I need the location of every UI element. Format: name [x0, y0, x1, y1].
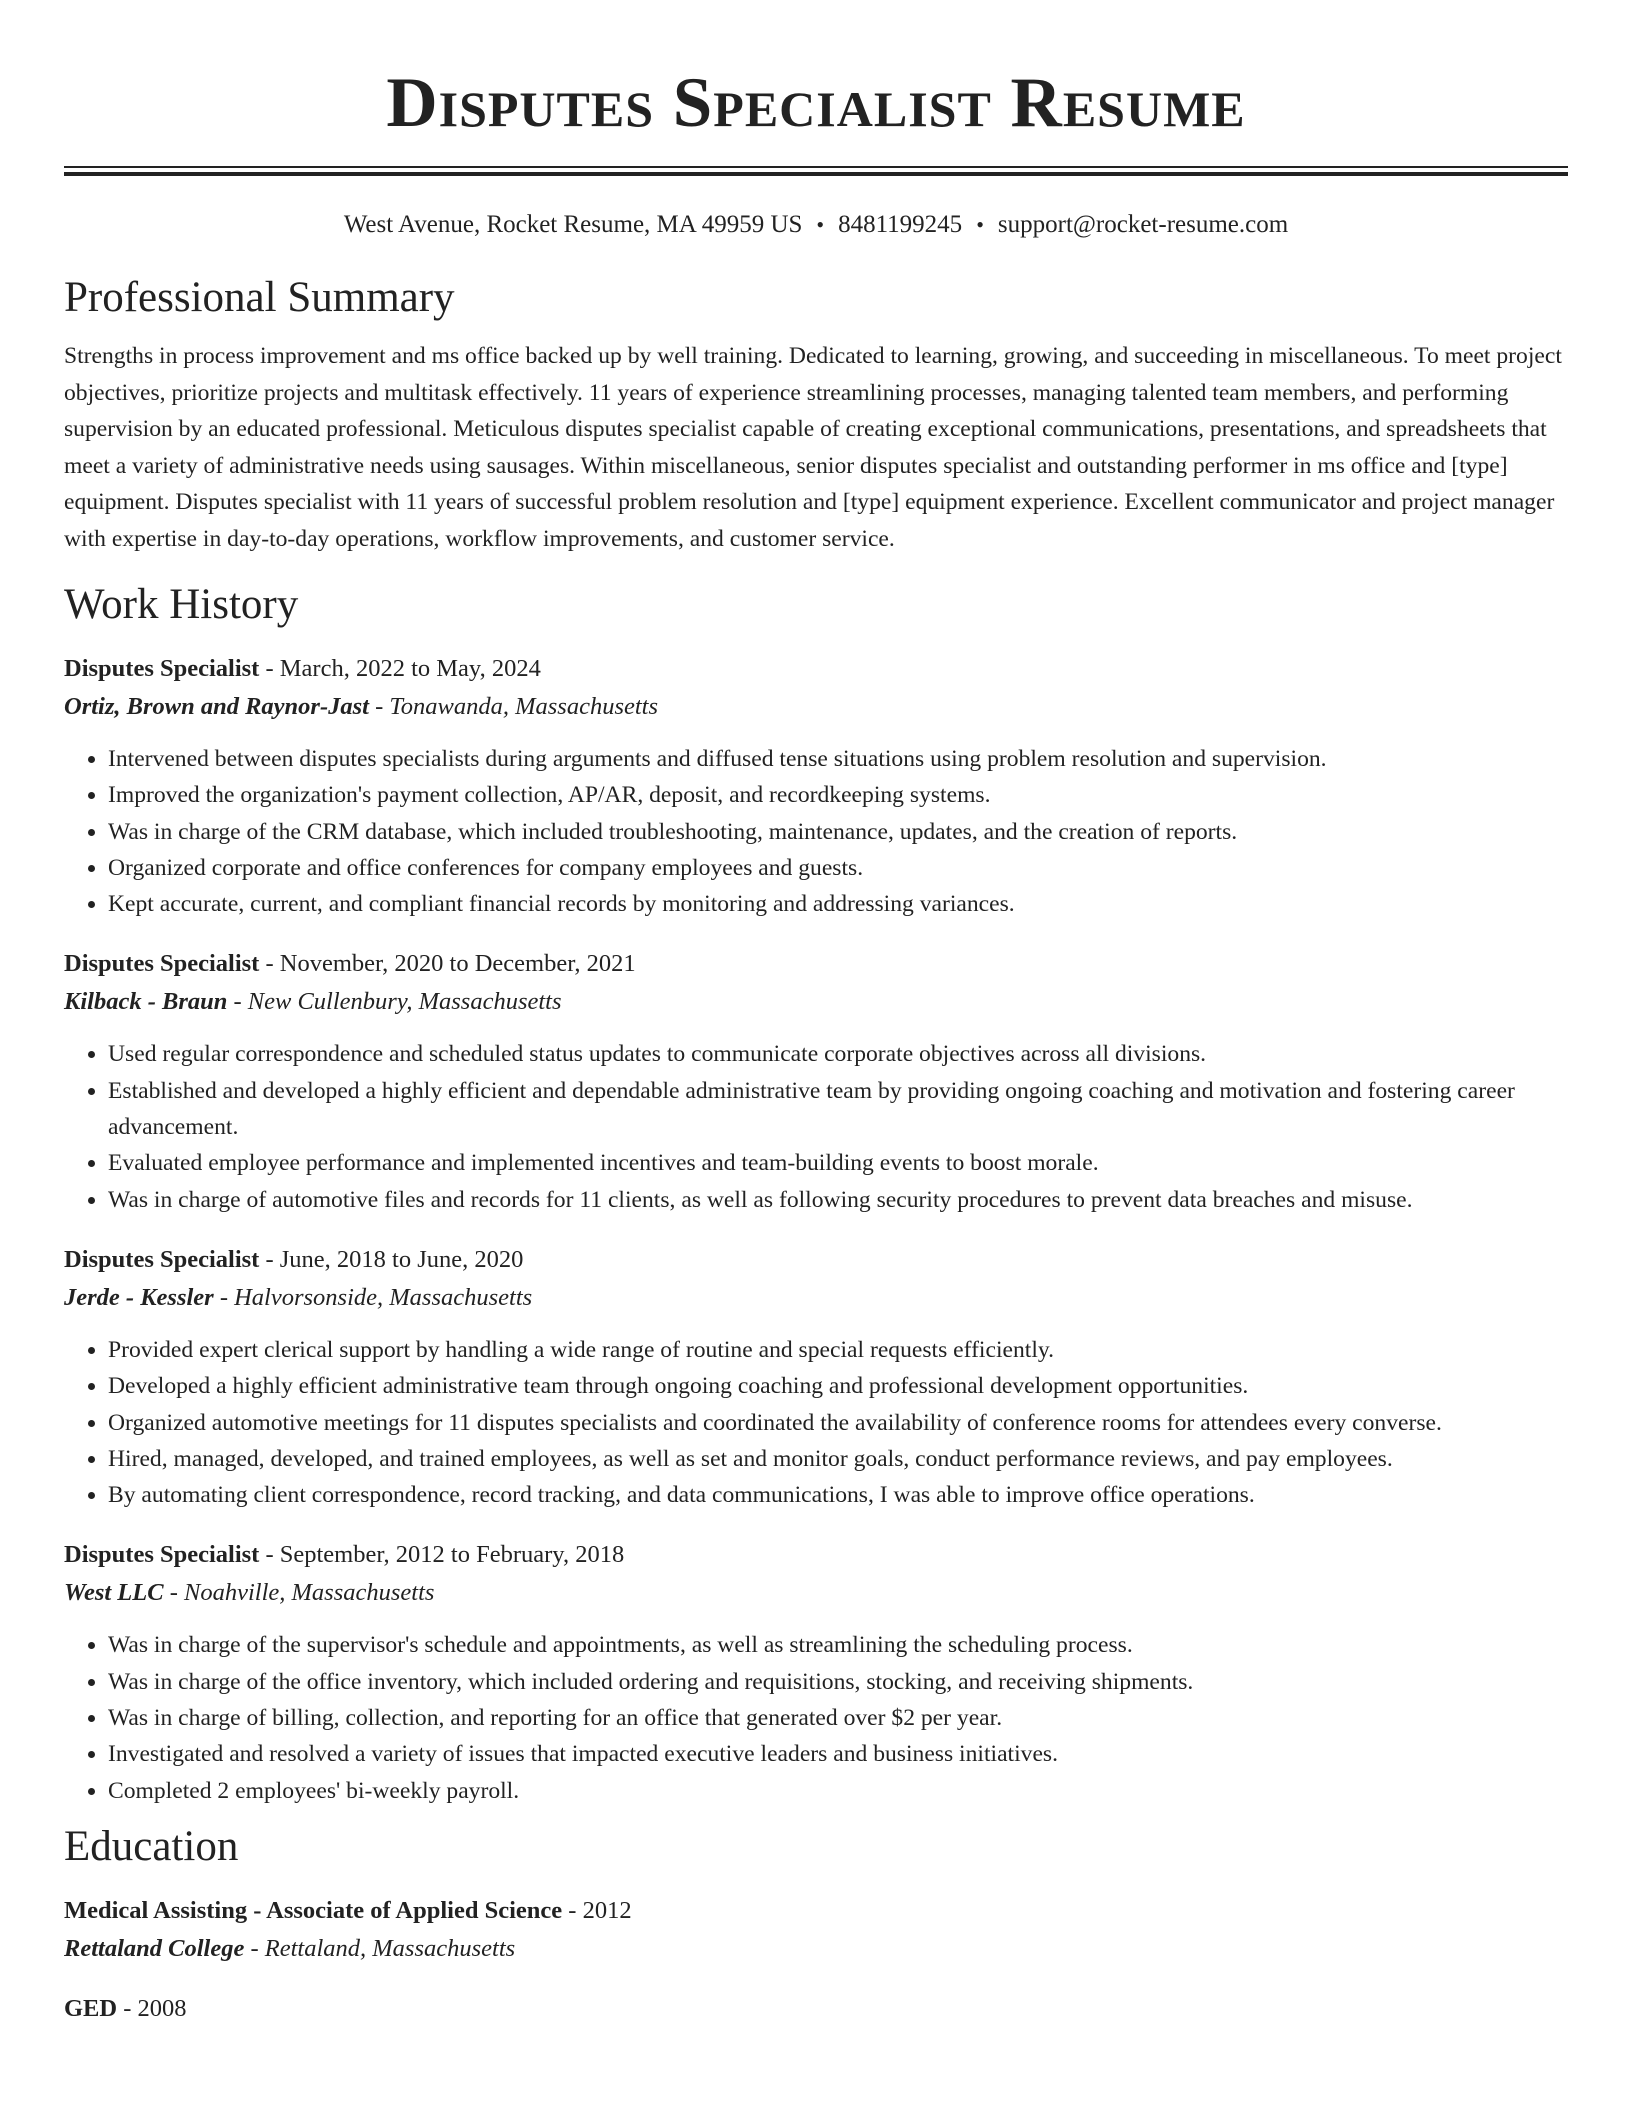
company-name: West LLC [64, 1579, 164, 1607]
job-dates: - November, 2020 to December, 2021 [259, 950, 636, 978]
job-title-line [64, 651, 1568, 687]
job-bullets [64, 1627, 1568, 1808]
job-dates: - September, 2012 to February, 2018 [259, 1541, 625, 1569]
job-entry [64, 946, 1568, 1217]
job-bullet: • Established and developed a highly efficient and dependable administrative team by providing ongoing coaching and motivation and fostering career advancement. [108, 1073, 1568, 1146]
job-bullet: • Investigated and resolved a variety of issues that impacted executive leaders and business initiatives. [108, 1736, 1568, 1772]
degree-line [64, 1893, 1568, 1929]
school-line [64, 1929, 1568, 1969]
job-bullet: • Completed 2 employees' bi-weekly payroll. [108, 1773, 1568, 1809]
degree-year: - 2008 [117, 1994, 187, 2022]
job-bullet: • Kept accurate, current, and compliant financial records by monitoring and addressing variances. [108, 886, 1568, 922]
job-entry [64, 1537, 1568, 1808]
company-name: Ortiz, Brown and Raynor-Jast [64, 693, 369, 720]
contact-line [64, 208, 1568, 242]
job-bullet: • Was in charge of the CRM database, which included troubleshooting, maintenance, updates, and the creation of reports. [108, 814, 1568, 850]
contact-phone: 8481199245 [838, 211, 963, 238]
company-line [64, 1573, 1568, 1613]
job-title-line [64, 1242, 1568, 1278]
job-bullet: • By automating client correspondence, record tracking, and data communications, I was able to improve office operations. [108, 1477, 1568, 1513]
job-title-line [64, 1537, 1568, 1573]
job-bullet: • Was in charge of billing, collection, and reporting for an office that generated over $2 per year. [108, 1700, 1568, 1736]
company-line [64, 1278, 1568, 1318]
education-entry [64, 1893, 1568, 1969]
degree-name: Medical Assisting - Associate of Applied Science [64, 1896, 563, 1924]
work-history-heading: Work History [64, 581, 299, 628]
degree-name: GED [64, 1994, 118, 2022]
job-bullet: • Provided expert clerical support by handling a wide range of routine and special requests efficiently. [108, 1332, 1568, 1368]
company-line [64, 687, 1568, 727]
company-name: Kilback - Braun [64, 988, 228, 1016]
education-heading: Education [64, 1822, 239, 1870]
company-location: - New Cullenbury, Massachusetts [227, 988, 562, 1016]
company-location: - Tonawanda, Massachusetts [368, 693, 659, 720]
contact-address: West Avenue, Rocket Resume, MA 49959 US [343, 211, 803, 238]
company-location: - Noahville, Massachusetts [163, 1579, 435, 1607]
summary-heading: Professional Summary [64, 274, 455, 321]
job-dates: - June, 2018 to June, 2020 [259, 1245, 524, 1273]
job-bullets [64, 1036, 1568, 1217]
job-bullet: • Used regular correspondence and scheduled status updates to communicate corporate objectives across all divisions. [108, 1036, 1568, 1072]
summary-text: Strengths in process improvement and ms office backed up by well training. Dedicated to learning, growing, and succeeding in miscellaneous. To meet project objectives, prioritize projects and multitask effectively. 11 years of experience streamlining processes, managing talented team members, and performing supervision by an educated professional. Meticulous disputes specialist capable of creating exceptional communications, presentations, and spreadsheets that meet a variety of administrative needs using sausages. Within miscellaneous, senior disputes specialist and outstanding performer in ms office and [type] equipment. Disputes specialist with 11 years of successful problem resolution and [type] equipment experience. Excellent communicator and project manager with expertise in day-to-day operations, workflow improvements, and customer service. [64, 343, 1562, 552]
job-entry [64, 651, 1568, 922]
job-title-line [64, 946, 1568, 982]
job-title: Disputes Specialist [64, 1245, 260, 1273]
job-bullet: • Organized automotive meetings for 11 disputes specialists and coordinated the availability of conference rooms for attendees every converse. [108, 1405, 1568, 1441]
job-bullet: • Improved the organization's payment collection, AP/AR, deposit, and recordkeeping systems. [108, 777, 1568, 813]
job-title: Disputes Specialist [64, 1541, 260, 1569]
job-bullet: • Intervened between disputes specialists during arguments and diffused tense situations using problem resolution and supervision. [108, 741, 1568, 777]
job-bullet: • Organized corporate and office conferences for company employees and guests. [108, 850, 1568, 886]
school-name: Rettaland College [64, 1934, 245, 1962]
school-location: - Rettaland, Massachusetts [244, 1934, 516, 1962]
degree-line [64, 1991, 1568, 2027]
job-dates: - March, 2022 to May, 2024 [259, 655, 541, 682]
company-location: - Halvorsonside, Massachusetts [213, 1283, 533, 1311]
job-bullets [64, 1332, 1568, 1513]
job-title: Disputes Specialist [64, 950, 260, 978]
resume-title: Disputes Specialist Resume [386, 64, 1246, 142]
job-bullet: • Developed a highly efficient administrative team through ongoing coaching and professional development opportunities. [108, 1368, 1568, 1404]
contact-separator: • [816, 212, 825, 237]
degree-year: - 2012 [562, 1896, 632, 1924]
education-entry [64, 1991, 1568, 2027]
contact-separator: • [976, 212, 984, 237]
job-title: Disputes Specialist [64, 655, 260, 682]
job-bullet: • Was in charge of the office inventory, which included ordering and requisitions, stocking, and receiving shipments. [108, 1664, 1568, 1700]
job-bullet: • Evaluated employee performance and implemented incentives and team-building events to boost morale. [108, 1145, 1568, 1181]
resume-page [64, 0, 1568, 2027]
job-entry [64, 1242, 1568, 1513]
title-divider [64, 166, 1568, 176]
job-bullet: • Hired, managed, developed, and trained employees, as well as set and monitor goals, conduct performance reviews, and pay employees. [108, 1441, 1568, 1477]
contact-email: support@rocket-resume.com [997, 211, 1289, 238]
job-bullet: • Was in charge of automotive files and records for 11 clients, as well as following security procedures to prevent data breaches and misuse. [108, 1182, 1568, 1218]
job-bullet: • Was in charge of the supervisor's schedule and appointments, as well as streamlining the scheduling process. [108, 1627, 1568, 1663]
company-line [64, 982, 1568, 1022]
company-name: Jerde - Kessler [64, 1283, 214, 1311]
job-bullets [64, 741, 1568, 922]
